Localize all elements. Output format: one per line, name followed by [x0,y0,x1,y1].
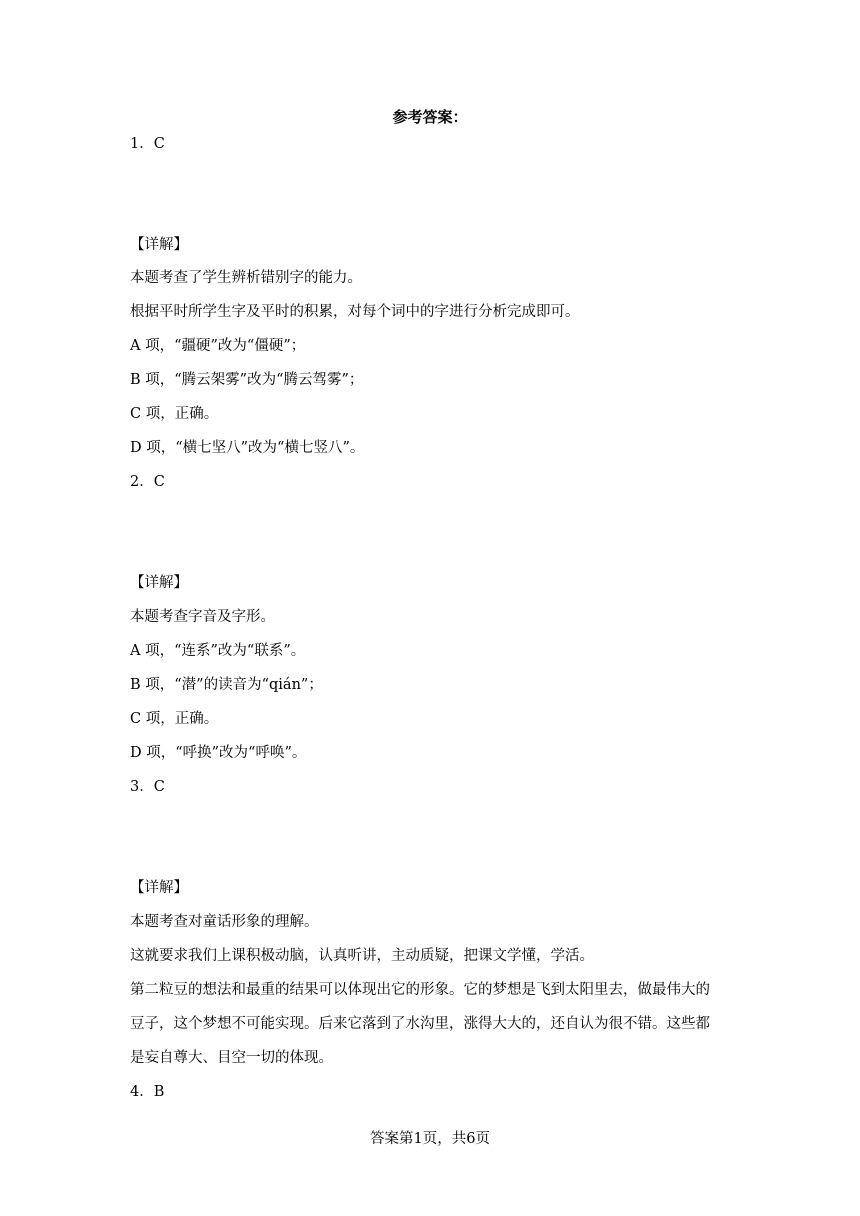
answer-1-number: 1．C [130,136,165,152]
answer-3-line: 第二粒豆的想法和最重的结果可以体现出它的形象。它的梦想是飞到太阳里去，做最伟大的 [130,982,710,998]
answer-2-number: 2．C [130,474,165,490]
answer-2-line: C 项，正确。 [130,711,219,727]
answer-2-line: B 项，“潜”的读音为“qián”； [130,677,323,693]
answer-1-line: B 项，“腾云架雾”改为“腾云驾雾”； [130,372,364,388]
page-title: 参考答案： [392,108,468,126]
answer-1-detail-heading: 【详解】 [130,237,188,253]
answer-3-line: 本题考查对童话形象的理解。 [130,914,319,930]
answer-1-line: 本题考查了学生辨析错别字的能力。 [130,270,362,286]
answer-3-line: 这就要求我们上课积极动脑，认真听讲，主动质疑，把课文学懂，学活。 [130,948,594,964]
page-footer: 答案第1页，共6页 [370,1131,490,1147]
answer-3-line: 豆子，这个梦想不可能实现。后来它落到了水沟里，涨得大大的，还自认为很不错。这些都 [130,1016,710,1032]
answer-2-line: A 项，“连系”改为“联系”。 [130,643,306,659]
answer-4-number: 4．B [130,1084,165,1100]
answer-1-line: D 项，“横七坚八”改为“横七竖八”。 [130,440,365,456]
answer-1-line: 根据平时所学生字及平时的积累，对每个词中的字进行分析完成即可。 [130,304,580,320]
answer-1-line: A 项，“疆硬”改为“僵硬”； [130,338,306,354]
answer-1-line: C 项，正确。 [130,406,219,422]
answer-3-detail-heading: 【详解】 [130,880,188,896]
answer-2-line: 本题考查字音及字形。 [130,609,275,625]
answer-3-line: 是妄自尊大、目空一切的体现。 [130,1050,333,1066]
answer-2-line: D 项，“呼换”改为“呼唤”。 [130,745,307,761]
answer-2-detail-heading: 【详解】 [130,575,188,591]
answer-3-number: 3．C [130,779,165,795]
